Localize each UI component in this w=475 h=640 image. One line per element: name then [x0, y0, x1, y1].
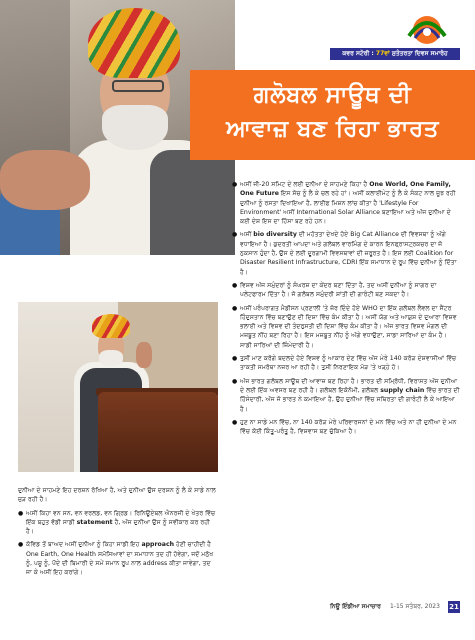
right-bullet-list — [232, 180, 460, 436]
footer-magazine-name: ਨਿਊ ਇੰਡੀਆ ਸਮਾਚਾਰ — [330, 603, 381, 610]
right-text-column — [232, 180, 460, 440]
bullet-bold-text: approach — [141, 541, 175, 549]
page-number: 21 — [449, 603, 459, 611]
footer-date: 1-15 ਸਤੰਬਰ, 2023 — [390, 603, 440, 610]
bullet-text: ਅਸੀਂ ਜੀ-20 ਸਮਿਟ ਦੇ ਲਈ ਦੁਨੀਆ ਦੇ ਸਾਹਮਣੇ ਕਿਹਾ ਹੈ — [240, 181, 370, 188]
bullet-text: ਦੀ ਮਹੱਤਤਾ ਦੇਖਦੇ ਹੋਏ Big Cat Alliance ਦੀ ਵਿਵਸਥਾ ਨੂੰ ਅੱਗੇ ਵਧਾਇਆ ਹੈ। ਕੁਦਰਤੀ ਆਪਦਾ ਅਤੇ ਗਲੋਬਲ ਵਾਰਮਿੰਗ ਦੇ ਕਾਰਨ ਇਨਫ੍ਰਾਸਟ੍ਰਕਚਰ ਦਾ ਜੋ ਨੁਕਸਾਨ ਹੁੰਦਾ ਹੈ, ਉਸ ਦੇ ਲਈ ਦੂਰਗਾਮੀ ਵਿਵਸਥਾਵਾਂ ਦੀ ਜ਼ਰੂਰਤ ਹੈ। ਇਸ ਲਈ Coalition for Disaster Resilient Infrastructure, CDRI ਇੱਕ ਸਮਾਧਾਨ ਦੇ ਰੂਪ ਵਿੱਚ ਦੁਨੀਆ ਨੂੰ ਦਿੱਤਾ ਹੈ। — [240, 231, 457, 276]
left-intro-paragraph: ਦੁਨੀਆ ਦੇ ਸਾਹਮਣੇ ਇਹ ਦਰਸ਼ਨ ਰੱਖਿਆ ਹੈ, ਅਤੇ ਦੁਨੀਆ ਉਸ ਦਰਸ਼ਨ ਨੂੰ ਲੈ ਕੇ ਸਾਡੇ ਨਾਲ ਜੁੜ ਰਹੀ ਹੈ। — [18, 487, 216, 504]
section-tag — [330, 48, 460, 60]
bullet-text: ਹੁਣ ਨਾ ਸਾਡੇ ਮਨ ਵਿੱਚ, ਨਾ 140 ਕਰੋੜ ਮੇਰੇ ਪਰਿਵਾਰਜਨਾਂ ਦੇ ਮਨ ਵਿੱਚ ਅਤੇ ਨਾ ਹੀ ਦੁਨੀਆ ਦੇ ਮਨ ਵਿੱਚ ਕੋਈ ਕਿੰਤੂ-ਪਰੰਤੂ ਹੈ, ਵਿਸ਼ਵਾਸ ਬਣ ਚੁੱਕਿਆ ਹੈ। — [240, 418, 457, 436]
bullet-item — [232, 418, 460, 437]
left-text-column — [18, 486, 218, 582]
speech-photo — [18, 302, 218, 472]
bullet-text: ਕੋਵਿਡ ਤੋਂ ਬਾਅਦ ਅਸੀਂ ਦੁਨੀਆ ਨੂੰ ਕਿਹਾ ਸਾਡੀ ਇਹ — [26, 541, 142, 549]
left-bullet-list — [18, 509, 218, 578]
title-panel — [190, 70, 475, 160]
bullet-bold-text: statement — [76, 518, 113, 526]
bullet-item — [18, 509, 218, 537]
page-footer — [330, 601, 460, 613]
bullet-text: ਤੁਸੀਂ ਮਾਣ ਕਰੋਗੇ ਬਦਲਦੇ ਹੋਏ ਵਿਸ਼ਵ ਨੂੰ ਆਕਾਰ ਦੇਣ ਵਿੱਚ ਅੱਜ ਮੇਰੇ 140 ਕਰੋੜ ਦੇਸ਼ਵਾਸੀਆਂ ਵਿੱਚ ਤਾਕਤੀ ਸਮਰੱਥਾ ਨਜ਼ਰ ਆ ਰਹੀ ਹੈ। ਤੁਸੀਂ ਨਿਰਣਾਇਕ ਮੋੜ 'ਤੇ ਖੜ੍ਹੇ ਹੋ। — [240, 355, 457, 372]
bullet-bold-text: bio diversity — [253, 231, 297, 239]
bullet-item — [232, 354, 460, 373]
title-line-2: ਆਵਾਜ਼ ਬਣ ਰਿਹਾ ਭਾਰਤ — [226, 116, 439, 142]
bullet-item — [232, 377, 460, 414]
bullet-item — [232, 281, 460, 300]
bullet-text: ਇਸ ਸੋਚ ਨੂੰ ਲੈ ਕੇ ਚਲ ਰਹੇ ਹਾਂ। ਅਸੀਂ ਕਲਾਈਮੇਟ ਨੂੰ ਲੈ ਕੇ ਸੰਕਟ ਨਾਲ ਜੂਝ ਰਹੀ ਦੁਨੀਆ ਨੂੰ ਰਸਤਾ ਦਿਖਾਇਆ ਹੈ, ਲਾਈਫ ਮਿਸ਼ਨ ਲਾਂਚ ਕੀਤਾ ਹੈ 'Lifestyle For Environment' ਅਸੀਂ International Solar Alliance ਬਣਾਇਆ ਅਤੇ ਅੱਜ ਦੁਨੀਆ ਦੇ ਕਈ ਦੇਸ਼ ਇਸ ਦਾ ਹਿੱਸਾ ਬਣ ਰਹੇ ਹਨ। — [240, 190, 456, 226]
bullet-text: ਵਿਸ਼ਵ ਅੱਜ ਸਮੁੰਦਰਾਂ ਨੂੰ ਸੰਘਰਸ਼ ਦਾ ਕੇਂਦਰ ਬਣਾ ਦਿੱਤਾ ਹੈ, ਤਦ ਅਸੀਂ ਦੁਨੀਆ ਨੂੰ ਸਾਗਰ ਦਾ ਪਲੇਟਫਾਰਮ ਦਿੱਤਾ ਹੈ। ਜੋ ਗਲੋਬਲ ਸਮੁੰਦਰੀ ਸ਼ਾਂਤੀ ਦੀ ਗਾਰੰਟੀ ਬਣ ਸਕਦਾ ਹੈ। — [240, 281, 437, 299]
bullet-item — [232, 230, 460, 276]
bullet-bold-text: One World, One Family, One Future — [240, 181, 451, 198]
bullet-text: ਵਿੱਚ ਭਾਰਤ ਦੀ ਹਿੱਸੇਦਾਰੀ, ਅੱਜ ਜੋ ਭਾਰਤ ਨੇ ਕਮਾਇਆ ਹੈ, ਉਹ ਦੁਨੀਆ ਵਿੱਚ ਸਥਿਰਤਾ ਦੀ ਗਾਰੰਟੀ ਲੈ ਕੇ ਆਇਆ ਹੈ। — [240, 386, 460, 413]
bullet-text: ਹੈ, ਅੱਜ ਦੁਨੀਆ ਉਸ ਨੂੰ ਸਵੀਕਾਰ ਕਰ ਰਹੀ ਹੈ। — [26, 518, 210, 536]
bullet-text: ਅਸੀਂ ਪਰੰਪਰਾਗਤ ਮੈਡੀਸਨ ਪ੍ਰਣਾਲੀ 'ਤੇ ਜ਼ੋਰ ਦਿੰਦੇ ਹੋਏ WHO ਦਾ ਇੱਕ ਗਲੋਬਲ ਲੈਵਲ ਦਾ ਸੈਂਟਰ ਹਿੰਦੁਸਤਾਨ ਵਿੱਚ ਬਣਾਉਣ ਦੀ ਦਿਸ਼ਾ ਵਿੱਚ ਕੰਮ ਕੀਤਾ ਹੈ। ਅਸੀਂ ਯੋਗ ਅਤੇ ਆਯੁਸ਼ ਦੇ ਦੁਆਰਾ ਵਿਸ਼ਵ ਭਲਾਈ ਅਤੇ ਵਿਸ਼ਵ ਦੀ ਤੰਦਰੁਸਤੀ ਦੀ ਦਿਸ਼ਾ ਵਿੱਚ ਕੰਮ ਕੀਤਾ ਹੈ। ਅੱਜ ਭਾਰਤ ਵਿਸ਼ਵ ਮੰਗਲ ਦੀ ਮਜ਼ਬੂਤ ਨੀਂਹ ਬਣਾ ਰਿਹਾ ਹੈ। ਇਸ ਮਜ਼ਬੂਤ ਨੀਂਹ ਨੂੰ ਅੱਗੇ ਵਧਾਉਣਾ, ਸਾਡਾ ਸਾਰਿਆਂ ਦਾ ਕੰਮ ਹੈ। ਸਾਡੀ ਸਾਰਿਆਂ ਦੀ ਜ਼ਿੰਮੇਦਾਰੀ ਹੈ। — [240, 304, 457, 349]
bullet-item — [18, 540, 218, 577]
bullet-text: ਅਸੀਂ — [240, 231, 254, 239]
section-tag-prefix: ਕਵਰ ਸਟੋਰੀ : — [342, 50, 376, 57]
g20-logo-icon — [395, 6, 460, 50]
bullet-bold-text: supply chain — [380, 386, 425, 394]
section-tag-suffix: ਸੁਤੰਤਰਤਾ ਦਿਵਸ ਸਮਾਰੋਹ — [389, 50, 448, 57]
title-line-1: ਗਲੋਬਲ ਸਾਊਥ ਦੀ — [253, 82, 412, 108]
bullet-text: ਅੱਜ ਭਾਰਤ ਗਲੋਬਲ ਸਾਊਥ ਦੀ ਆਵਾਜ਼ ਬਣ ਰਿਹਾ ਹੈ। ਭਾਰਤ ਦੀ ਸਮ੍ਰਿੱਧੀ, ਵਿਰਾਸਤ ਅੱਜ ਦੁਨੀਆ ਦੇ ਲਈ ਇੱਕ ਅਵਸਰ ਬਣ ਰਹੀ ਹੈ। ਗਲੋਬਲ ਇਕੋਨੋਮੀ, ਗਲੋਬਲ — [240, 377, 458, 394]
bullet-text: ਅਸੀਂ ਕਿਹਾ ਵਨ ਸਨ, ਵਨ ਵਰਲਡ, ਵਨ ਗ੍ਰਿਡ। ਰਿਨਿਊਏਬਲ ਐਨਰਜੀ ਦੇ ਖੇਤਰ ਵਿੱਚ ਇੱਕ ਬਹੁਤ ਵੱਡੀ ਸਾਡੀ — [26, 509, 216, 526]
bullet-item — [232, 180, 460, 226]
bullet-item — [232, 304, 460, 350]
bullet-text: ਹੋਣੀ ਚਾਹੀਦੀ ਹੈ One Earth, One Health ਸਮੱਸਿਆਵਾਂ ਦਾ ਸਮਾਧਾਨ ਤਦ ਹੀ ਹੋਵੇਗਾ, ਜਦੋਂ ਮਨੁੱਖ ਨੂੰ, ਪਸ਼ੂ ਨੂੰ, ਪੌਦੇ ਦੀ ਬਿਮਾਰੀ ਦੇ ਸਮੇਂ ਸਮਾਨ ਰੂਪ ਨਾਲ address ਕੀਤਾ ਜਾਵੇਗਾ, ਤਦ ਜਾ ਕੇ ਅਸੀਂ ਇਹ ਕਰਾਂਗੇ। — [26, 541, 214, 577]
section-tag-number: 77ਵਾਂ — [375, 50, 390, 57]
